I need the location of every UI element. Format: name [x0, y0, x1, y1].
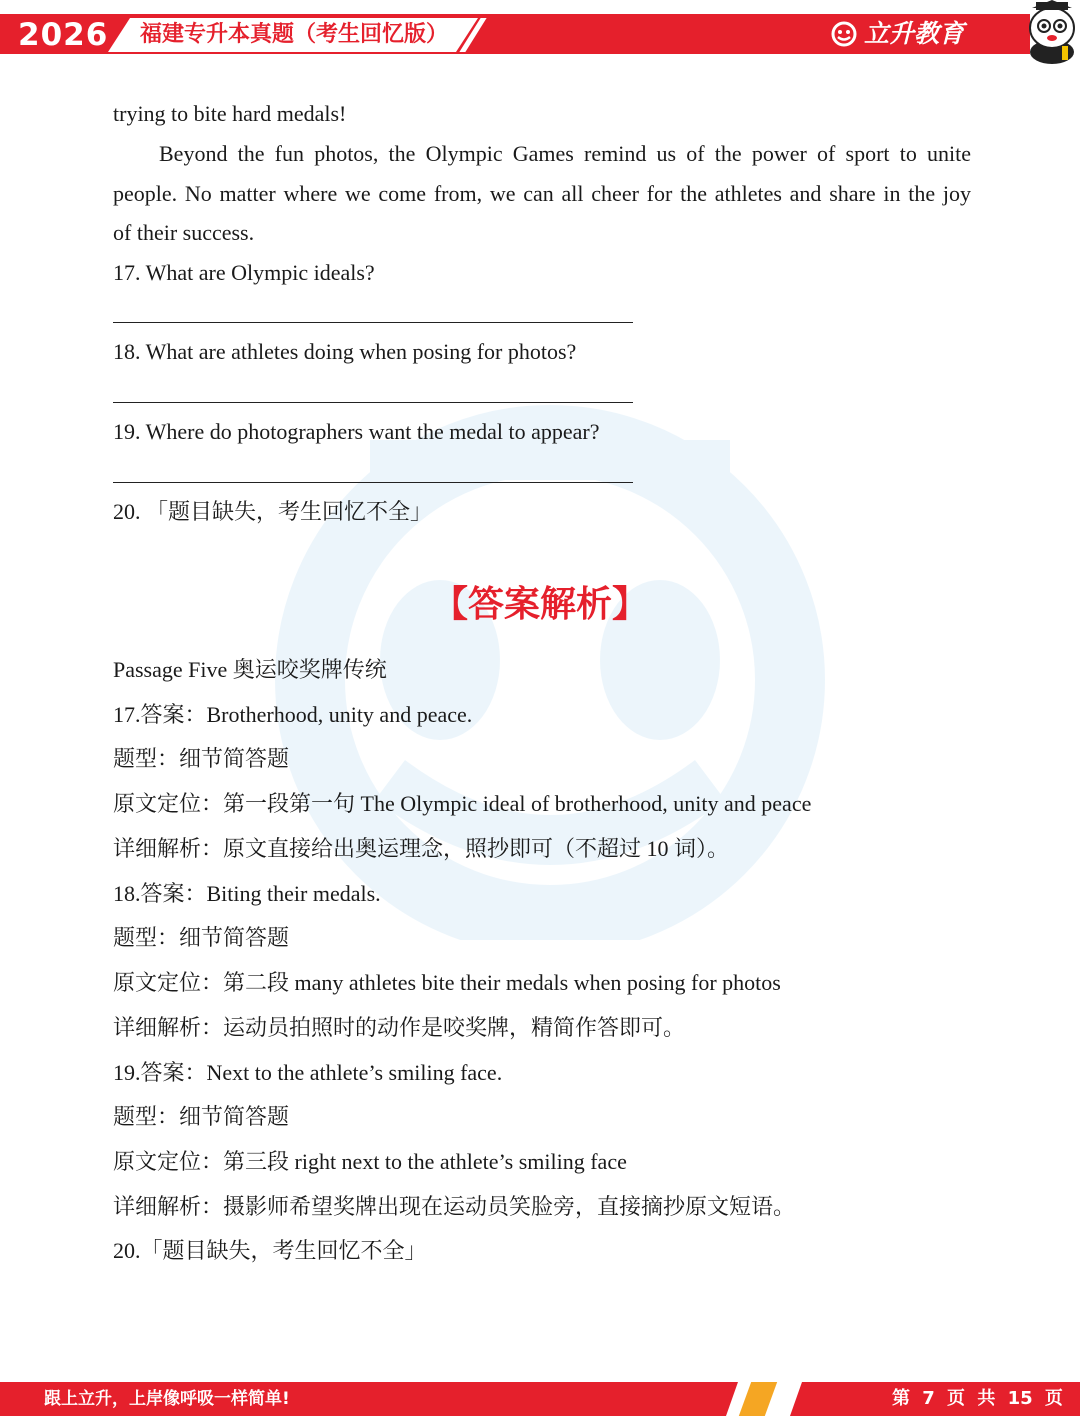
header-title: 福建专升本真题（考生回忆版） — [140, 22, 449, 47]
text-location-17: 原文定位：第一段第一句 The Olympic ideal of brotherhood, unity and peace — [113, 791, 812, 816]
question-17: 17. What are Olympic ideals? — [113, 260, 375, 285]
page-footer — [0, 1382, 1080, 1416]
footer-stripe-decoration — [739, 1382, 777, 1416]
explanation-19: 详细解析：摄影师希望奖牌出现在运动员笑脸旁，直接摘抄原文短语。 — [113, 1194, 796, 1219]
page-header — [0, 0, 1080, 70]
brand-logo — [830, 14, 964, 54]
question-type-18: 题型：细节简答题 — [113, 925, 290, 950]
explanation-18: 详细解析：运动员拍照时的动作是咬奖牌，精简作答即可。 — [113, 1015, 686, 1040]
explanation-17: 详细解析：原文直接给出奥运理念，照抄即可（不超过 10 词）。 — [113, 836, 730, 861]
question-18: 18. What are athletes doing when posing for photos? — [113, 339, 577, 364]
brand-name: 立升教育 — [864, 19, 965, 48]
answer-18: 18.答案：Biting their medals. — [113, 881, 381, 906]
header-year: 2026 — [18, 17, 109, 53]
question-20: 20. 「题目缺失，考生回忆不全」 — [113, 499, 433, 524]
passage-text: people. No matter where we come from, we can all cheer for the athletes and share in the joy — [113, 181, 971, 206]
section-title: 【答案解析】 — [431, 584, 648, 625]
answer-blank — [113, 322, 633, 323]
passage-text: Beyond the fun photos, the Olympic Games remind us of the power of sport to unite — [159, 141, 971, 166]
question-type-17: 题型：细节简答题 — [113, 746, 290, 771]
mascot-icon — [1022, 0, 1080, 64]
footer-slogan: 跟上立升，上岸像呼吸一样简单! — [44, 1389, 290, 1409]
answer-20: 20.「题目缺失，考生回忆不全」 — [113, 1238, 427, 1263]
brand-mark-icon — [830, 20, 858, 48]
passage-text: of their success. — [113, 220, 255, 245]
passage-label: Passage Five 奥运咬奖牌传统 — [113, 657, 387, 682]
answer-blank — [113, 402, 633, 403]
text-location-18: 原文定位：第二段 many athletes bite their medals when posing for photos — [113, 970, 781, 995]
answer-19: 19.答案：Next to the athlete’s smiling face. — [113, 1060, 503, 1085]
question-type-19: 题型：细节简答题 — [113, 1104, 290, 1129]
passage-text: trying to bite hard medals! — [113, 101, 347, 126]
text-location-19: 原文定位：第三段 right next to the athlete’s smiling face — [113, 1149, 627, 1174]
question-19: 19. Where do photographers want the medal to appear? — [113, 419, 600, 444]
answer-17: 17.答案：Brotherhood, unity and peace. — [113, 702, 473, 727]
answer-blank — [113, 482, 633, 483]
page-number: 第 7 页 共 15 页 — [892, 1388, 1063, 1409]
